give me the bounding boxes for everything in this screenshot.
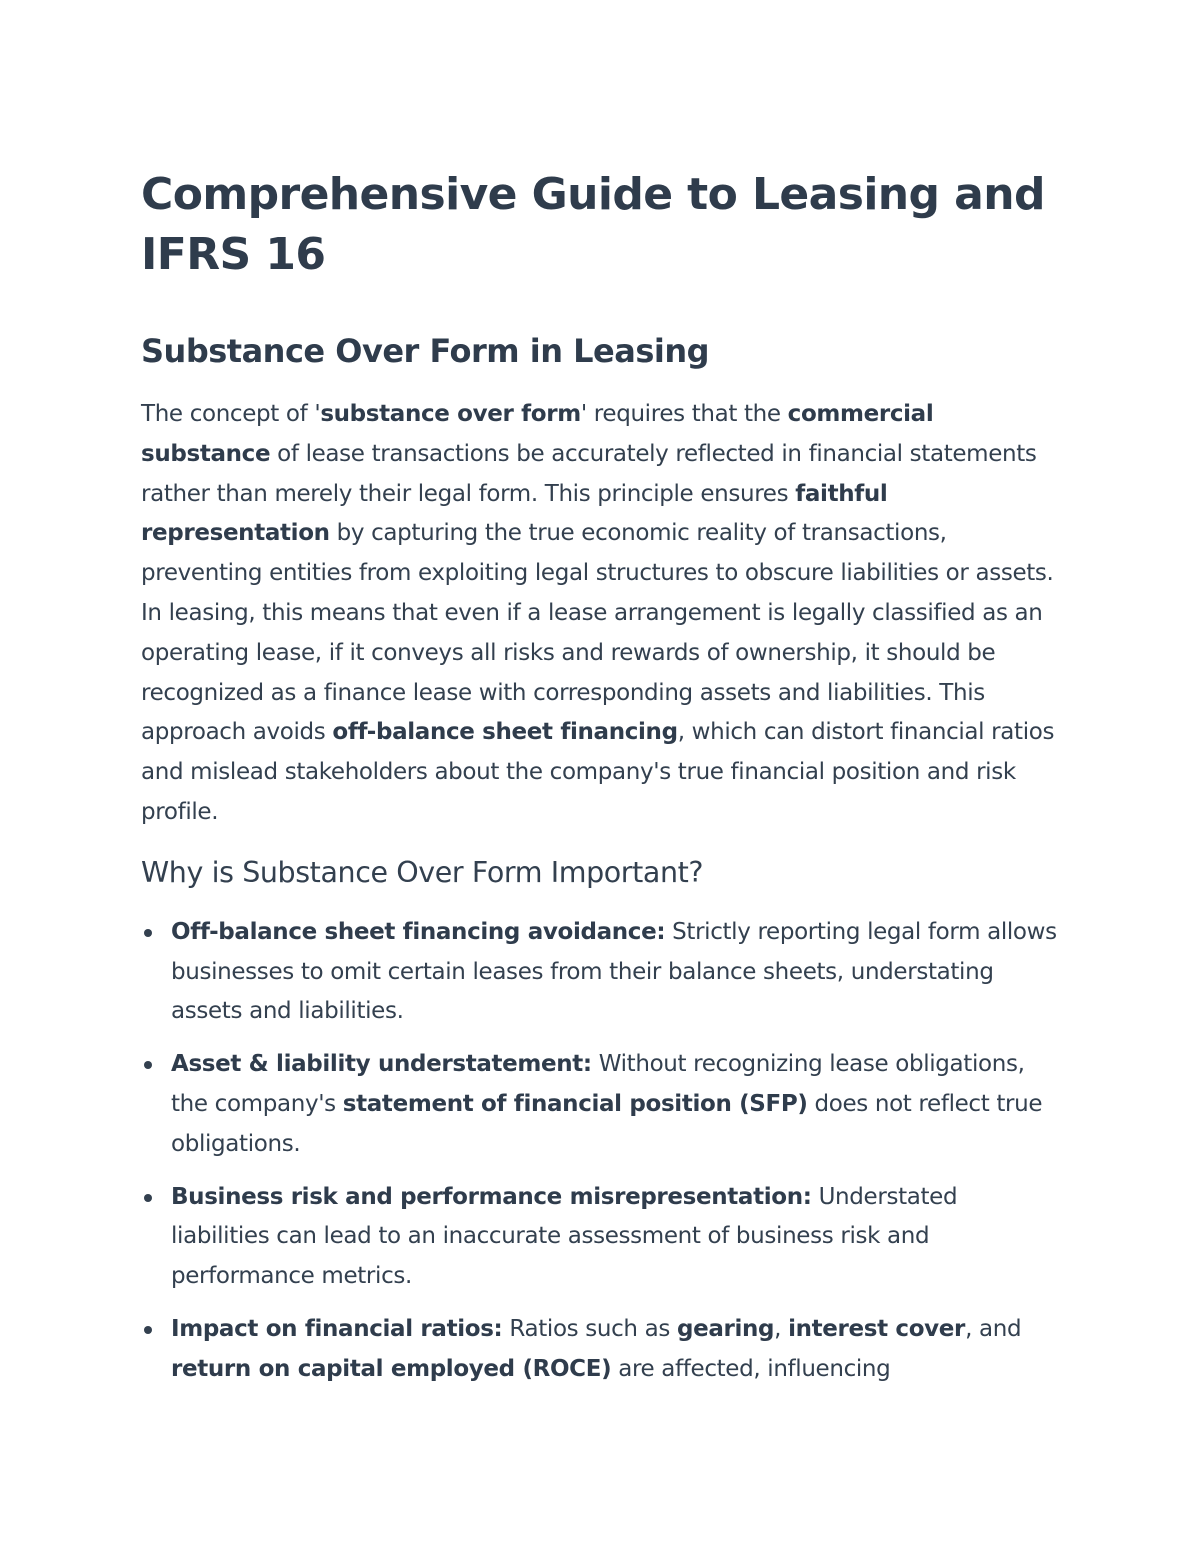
list-item-text: Without recognizing lease obligations, the company's [171, 1051, 1025, 1117]
bold-term-roce: return on capital employed (ROCE) [171, 1355, 612, 1382]
document-page [141, 165, 1061, 1403]
list-item-text: does not reflect true obligations. [171, 1090, 1043, 1157]
text-run: , which can distort financial ratios and mislead stakeholders about the company's true financial position and risk profile. [141, 719, 1055, 825]
list-item-term: Off-balance sheet financing avoidance: [171, 918, 666, 945]
bullet-icon [144, 929, 152, 937]
importance-list [141, 913, 1061, 1390]
list-item [141, 1310, 1061, 1390]
list-item-term: Impact on financial ratios: [171, 1315, 503, 1342]
list-item-text: Strictly reporting legal form allows businesses to omit certain leases from their balance sheets, understating assets and liabilities. [171, 918, 1057, 1025]
text-run: of lease transactions be accurately reflected in financial statements rather than merely their legal form. This principle ensures [141, 440, 1037, 507]
list-item [141, 1045, 1061, 1164]
bold-term-sfp: statement of financial position (SFP) [342, 1090, 808, 1117]
section-heading: Substance Over Form in Leasing [141, 332, 710, 370]
bullet-icon [144, 1326, 152, 1334]
list-item-text: , [774, 1315, 789, 1342]
list-item-text: Ratios such as [502, 1315, 677, 1342]
list-item-text: are affected, influencing [611, 1355, 891, 1382]
bold-term-gearing: gearing [676, 1315, 775, 1342]
bold-term-faithful-representation: faithful representation [141, 480, 888, 547]
subsection-heading: Why is Substance Over Form Important? [141, 855, 704, 889]
bold-term-commercial-substance: commercial substance [141, 401, 934, 467]
bold-term-substance-over-form: substance over form [320, 401, 581, 427]
text-run: by capturing the true economic reality of transactions, preventing entities from exploiting legal structures to obscure liabilities or assets. In leasing, this means that even if a lease arrangement is legally classified as an operating lease, if it conveys all risks and rewards of ownership, it should be recognized as a finance lease with corresponding assets and liabilities. This approach avoids [141, 520, 1054, 746]
bullet-icon [144, 1194, 152, 1202]
page-title: Comprehensive Guide to Leasing and IFRS 16 [141, 169, 1045, 280]
bold-term-interest-cover: interest cover [788, 1315, 966, 1342]
list-item [141, 913, 1061, 1032]
bullet-icon [144, 1061, 152, 1069]
bold-term-off-balance-sheet-financing: off-balance sheet financing [332, 719, 678, 746]
list-item-text: , and [965, 1315, 1022, 1342]
list-item-term: Asset & liability understatement: [171, 1051, 592, 1078]
list-item-text: Understated liabilities can lead to an inaccurate assessment of business risk and performance metrics. [171, 1183, 958, 1290]
section-paragraph [141, 395, 1061, 833]
list-item-term: Business risk and performance misrepresentation: [171, 1183, 812, 1210]
text-run: ' requires that the [580, 401, 788, 427]
list-item [141, 1178, 1061, 1297]
text-run: The concept of ' [141, 401, 321, 427]
